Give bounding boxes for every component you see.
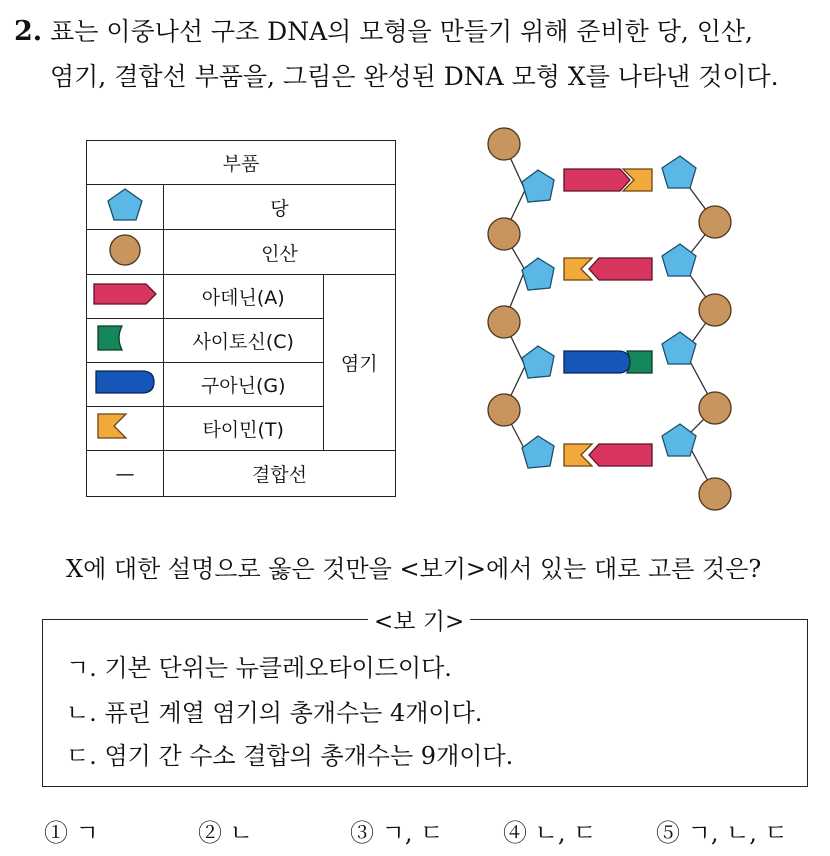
phosphate-right-1 xyxy=(699,206,731,238)
table-header: 부품 xyxy=(87,141,396,185)
question-text-1: 표는 이중나선 구조 DNA의 모형을 만들기 위해 준비한 당, 인산, xyxy=(50,17,753,46)
question-line-2: 염기, 결합선 부품을, 그림은 완성된 DNA 모형 X를 나타낸 것이다. xyxy=(50,62,779,91)
sugar-left-4 xyxy=(522,436,554,468)
sugar-right-1 xyxy=(662,156,696,188)
question-number: 2. xyxy=(14,16,43,47)
phosphate-right-3 xyxy=(699,392,731,424)
phosphate-left-2 xyxy=(488,218,520,250)
base-adenine-1 xyxy=(564,169,630,191)
base-thymine-2 xyxy=(564,258,592,280)
choice-1[interactable]: ① ㄱ xyxy=(44,819,99,847)
phosphate-left-4 xyxy=(488,394,520,426)
guanine-rounded-icon xyxy=(92,367,158,397)
bogi-item-1: ㄱ. 기본 단위는 뉴클레오타이드이다. xyxy=(66,654,452,682)
sugar-pentagon-icon xyxy=(105,187,145,223)
sugar-left-1 xyxy=(522,170,554,202)
base-adenine-4 xyxy=(589,444,652,466)
phosphate-right-2 xyxy=(699,294,731,326)
sugar-right-3 xyxy=(662,332,696,364)
guanine-symbol-cell xyxy=(87,363,164,407)
sugar-right-4 xyxy=(662,424,696,456)
bogi-item-2: ㄴ. 퓨린 계열 염기의 총개수는 4개이다. xyxy=(66,699,483,727)
thymine-symbol-cell xyxy=(87,407,164,451)
guanine-label: 구아닌(G) xyxy=(163,363,323,407)
base-group-label: 염기 xyxy=(323,275,395,451)
phosphate-left-1 xyxy=(488,128,520,160)
sugar-label: 당 xyxy=(163,185,395,230)
cytosine-label: 사이토신(C) xyxy=(163,319,323,363)
dna-model-x xyxy=(470,118,770,518)
base-adenine-2 xyxy=(589,258,652,280)
thymine-notch-icon xyxy=(92,411,158,441)
sugar-right-2 xyxy=(662,244,696,276)
choice-5[interactable]: ⑤ ㄱ, ㄴ, ㄷ xyxy=(656,819,788,847)
sugar-left-3 xyxy=(522,346,554,378)
parts-table xyxy=(86,140,396,497)
base-thymine-4 xyxy=(564,444,592,466)
phosphate-right-4 xyxy=(699,478,731,510)
choice-4[interactable]: ④ ㄴ, ㄷ xyxy=(503,819,597,847)
adenine-arrow-icon xyxy=(92,279,158,309)
adenine-symbol-cell xyxy=(87,275,164,319)
choice-3[interactable]: ③ ㄱ, ㄷ xyxy=(350,819,444,847)
phosphate-left-3 xyxy=(488,306,520,338)
phosphate-label: 인산 xyxy=(163,230,395,275)
cytosine-notch-icon xyxy=(92,323,158,353)
thymine-label: 타이민(T) xyxy=(163,407,323,451)
question-prompt: X에 대한 설명으로 옳은 것만을 <보기>에서 있는 대로 고른 것은? xyxy=(66,555,762,583)
adenine-label: 아데닌(A) xyxy=(163,275,323,319)
choice-2[interactable]: ② ㄴ xyxy=(198,819,253,847)
bond-symbol: — xyxy=(87,451,164,497)
cytosine-symbol-cell xyxy=(87,319,164,363)
bogi-item-3: ㄷ. 염기 간 수소 결합의 총개수는 9개이다. xyxy=(66,742,514,770)
base-cytosine-3 xyxy=(627,351,652,373)
phosphate-circle-icon xyxy=(105,232,145,268)
sugar-left-2 xyxy=(522,258,554,290)
question-line-1 xyxy=(14,12,753,48)
sugar-symbol-cell xyxy=(87,185,164,230)
phosphate-symbol-cell xyxy=(87,230,164,275)
bond-label: 결합선 xyxy=(163,451,395,497)
base-guanine-3 xyxy=(564,351,630,373)
bogi-title: <보 기> xyxy=(368,603,470,636)
